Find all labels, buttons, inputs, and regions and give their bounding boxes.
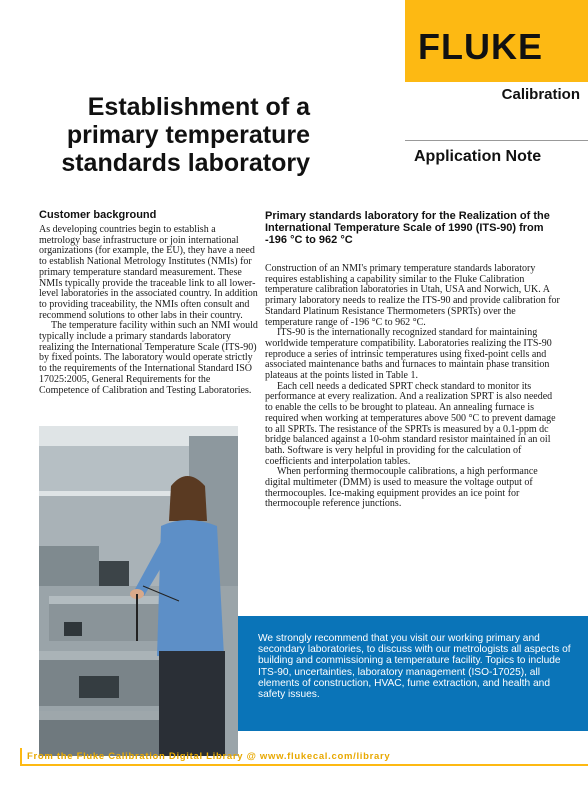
document-type: Application Note	[414, 148, 542, 165]
paragraph: The temperature facility within such an NMI would typically include a primary standards laboratory realizing the International Temperature Scale (ITS-90) by fixed points. The laboratory would operate strictly to the requirements of the International Standard ISO 17025:2005, General Requirements for the Competence of Calibration and Testing Laboratories.	[39, 320, 258, 396]
paragraph: Construction of an NMI's primary temperature standards laboratory requires establishing a capability similar to the Fluke Calibration temperature calibration laboratories in Utah, USA and Norwich, UK. A primary laboratory needs to realize the ITS-90 and provide calibration for Standard Platinum Resistance Thermometers (SPRTs) over the temperature range of -196 °C to 962 °C.	[265, 263, 560, 328]
right-column-text	[265, 264, 561, 510]
fluke-logo: FLUKE	[418, 26, 543, 67]
footer-text: From the Fluke Calibration Digital Library @ www.flukecal.com/library	[27, 751, 391, 762]
division-label: Calibration	[501, 86, 580, 103]
callout-text: We strongly recommend that you visit our working primary and secondary laboratories, to discuss with our metrologists all aspects of building and commissioning a temperature facility. Topics to include ITS-90, uncertainties, laboratory management (ISO-17025), all elements of construction, HVAC, fume extraction, and health and safety issues.	[258, 633, 571, 701]
paragraph: ITS-90 is the internationally recognized standard for maintaining worldwide temperature compatibility. Laboratories realizing the ITS-90 reproduce a series of intrinsic temperatures using fixed-point cells and associated maintenance baths and furnaces to maintain phase transition plateaus at the points listed in Table 1.	[265, 327, 552, 382]
section-heading-primary-standards: Primary standards laboratory for the Realization of the International Temperature Scale of 1990 (ITS-90) from -196 °C to 962 °C	[265, 210, 550, 246]
left-column-text	[39, 225, 259, 396]
section-heading-customer-background: Customer background	[39, 209, 157, 221]
paragraph: When performing thermocouple calibrations, a high performance digital multimeter (DMM) is used to measure the voltage output of thermocouples. Ice-making equipment provides an ice point for thermocouple reference junctions.	[265, 466, 538, 510]
divider	[405, 140, 588, 141]
paragraph: Each cell needs a dedicated SPRT check standard to monitor its performance at every realization. And a realization SPRT is also needed to enable the cells to be brought to plateau. An annealing furnace is required when working at temperatures above 500 °C to prevent damage to all SPRTs. The resistance of the SPRTs is measured by a 0.1-ppm dc bridge balanced against a 10-ohm standard resistor maintained in an oil bath. Software is very helpful in providing for the calculation of coefficients and interpolation tables.	[265, 380, 556, 467]
footer-rule	[20, 764, 588, 766]
laboratory-photo	[39, 426, 238, 756]
paragraph: As developing countries begin to establish a metrology base infrastructure or join international organizations (for example, the EU), they have a need to establish National Metrology Institutes (NMIs) for primary temperature standard measurement. These NMIs typically provide the traceable link to all lower-level laboratories in the associated country. In addition to providing traceability, the NMIs often consult and recommend solutions to other labs in their country.	[39, 224, 258, 321]
page-title: Establishment of a primary temperature standards laboratory	[61, 93, 310, 177]
